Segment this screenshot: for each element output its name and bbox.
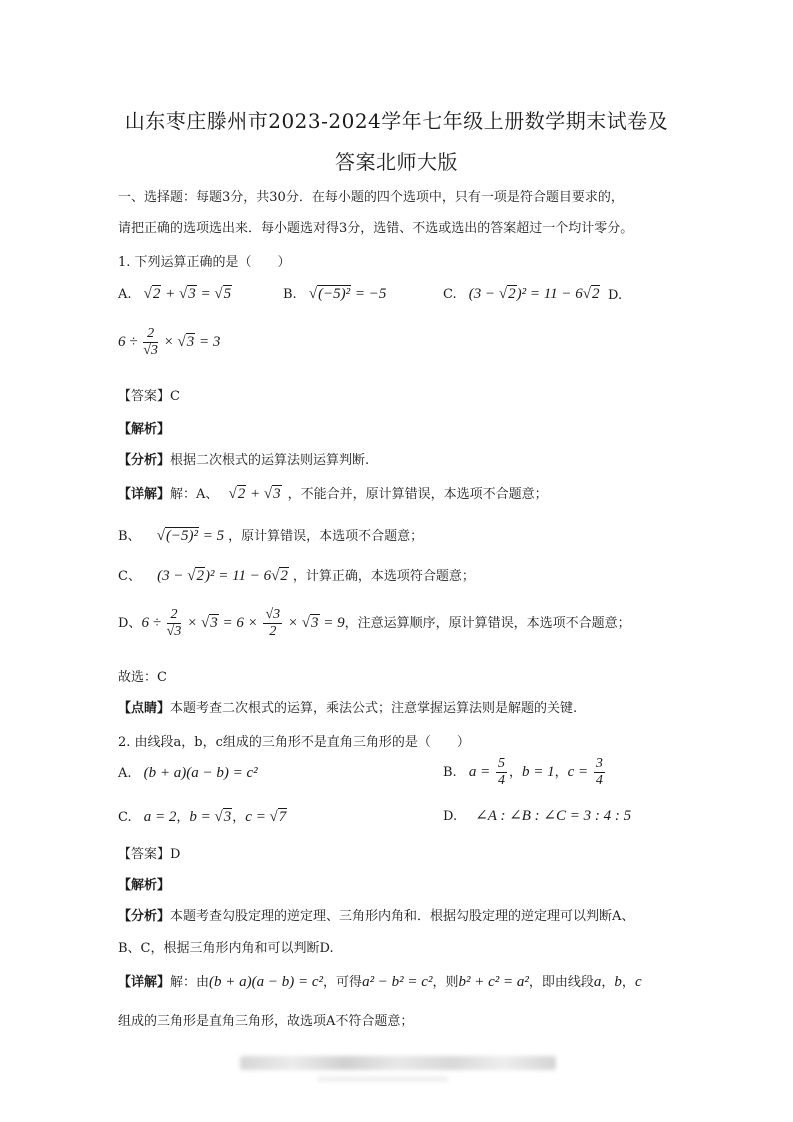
- q1-option-a: A. √2 + √3 = √5: [118, 286, 232, 302]
- section-header-line2: 请把正确的选项选出来．每小题选对得3分，选错、不选或选出的答案超过一个均计零分。: [118, 221, 634, 236]
- q1-option-b-formula: √(−5)² = −5: [308, 286, 387, 302]
- q2-answer: 【答案】D: [118, 847, 181, 862]
- q1-option-c: C. (3 − √2)² = 11 − 6√2: [443, 286, 600, 302]
- q2-option-c: C. a = 2，b = √3，c = √7: [118, 809, 287, 825]
- q2-detail-line2: 组成的三角形是直角三角形，故选项A不符合题意；: [118, 1014, 414, 1029]
- document-title-line2: 答案北师大版: [335, 150, 458, 174]
- q1-option-c-formula: (3 − √2)² = 11 − 6√2: [468, 286, 600, 302]
- q1-answer: 【答案】C: [118, 389, 180, 404]
- q2-detail-line1: 【详解】解：由(b + a)(a − b) = c²，可得a² − b² = c²，则b² + c² = a²，即由线段a，b，c: [118, 974, 642, 990]
- q2-fenxi-line2: B、C，根据三角形内角和可以判断D.: [118, 941, 334, 956]
- q2-stem: 2. 由线段a，b，c组成的三角形不是直角三角形的是（ ）: [118, 735, 470, 750]
- q1-option-d-formula: 6 ÷ $\frac{2}{√3}$ × √3 = 3: [118, 326, 221, 359]
- q2-option-a: A. (b + a)(a − b) = c²: [118, 765, 258, 781]
- q2-fenxi-line1: 【分析】本题考查勾股定理的逆定理、三角形内角和．根据勾股定理的逆定理可以判断A、: [118, 909, 635, 924]
- q1-option-b: B. √(−5)² = −5: [283, 286, 387, 302]
- q2-option-c-formula: a = 2: [143, 809, 177, 825]
- document-title-line1: 山东枣庄滕州市2023-2024学年七年级上册数学期末试卷及: [124, 109, 669, 133]
- q1-choice: 故选：C: [118, 670, 167, 685]
- q1-option-d-label: D.: [608, 288, 623, 303]
- q1-detail-c: C、 (3 − √2)² = 11 − 6√2 ，计算正确，本选项符合题意；: [118, 568, 475, 584]
- q1-analysis-heading: 【解析】: [118, 422, 171, 437]
- q1-option-a-formula: √2 + √3 = √5: [143, 286, 232, 302]
- q1-detail-a: 【详解】解：A、 √2 + √3 ，不能合并，原计算错误，本选项不合题意；: [118, 486, 548, 502]
- blurred-footer-watermark-sub: [318, 1076, 448, 1082]
- q2-option-d: D. ∠A : ∠B : ∠C = 3 : 4 : 5: [443, 808, 632, 824]
- blurred-footer-watermark: [240, 1056, 556, 1070]
- section-header-line1: 一、选择题：每题3分，共30分．在每小题的四个选项中，只有一项是符合题目要求的，: [118, 190, 624, 205]
- q2-option-a-formula: (b + a)(a − b) = c²: [143, 765, 258, 781]
- q1-detail-d: D、6 ÷ $\frac{2}{√3}$ × √3 = 6 × $\frac{√3}{2}$ × √3 = 9，注意运算顺序，原计算错误，本选项不合题意；: [118, 607, 631, 640]
- q2-analysis-heading: 【解析】: [118, 878, 171, 893]
- q1-fenxi: 【分析】根据二次根式的运算法则运算判断.: [118, 453, 370, 468]
- q1-stem: 1. 下列运算正确的是（ ）: [118, 255, 291, 270]
- q1-detail-b: B、 √(−5)² = 5 ，原计算错误，本选项不合题意；: [118, 528, 424, 544]
- q2-option-d-formula: ∠A : ∠B : ∠C = 3 : 4 : 5: [475, 808, 632, 824]
- q2-option-b-formula: a =: [468, 764, 494, 781]
- q2-option-b: B. a = $\frac{5}{4}$ ，b = 1，c = $\frac{3}{4}$: [443, 756, 603, 789]
- q1-dianjing: 【点睛】本题考查二次根式的运算，乘法公式；注意掌握运算法则是解题的关键.: [118, 701, 578, 716]
